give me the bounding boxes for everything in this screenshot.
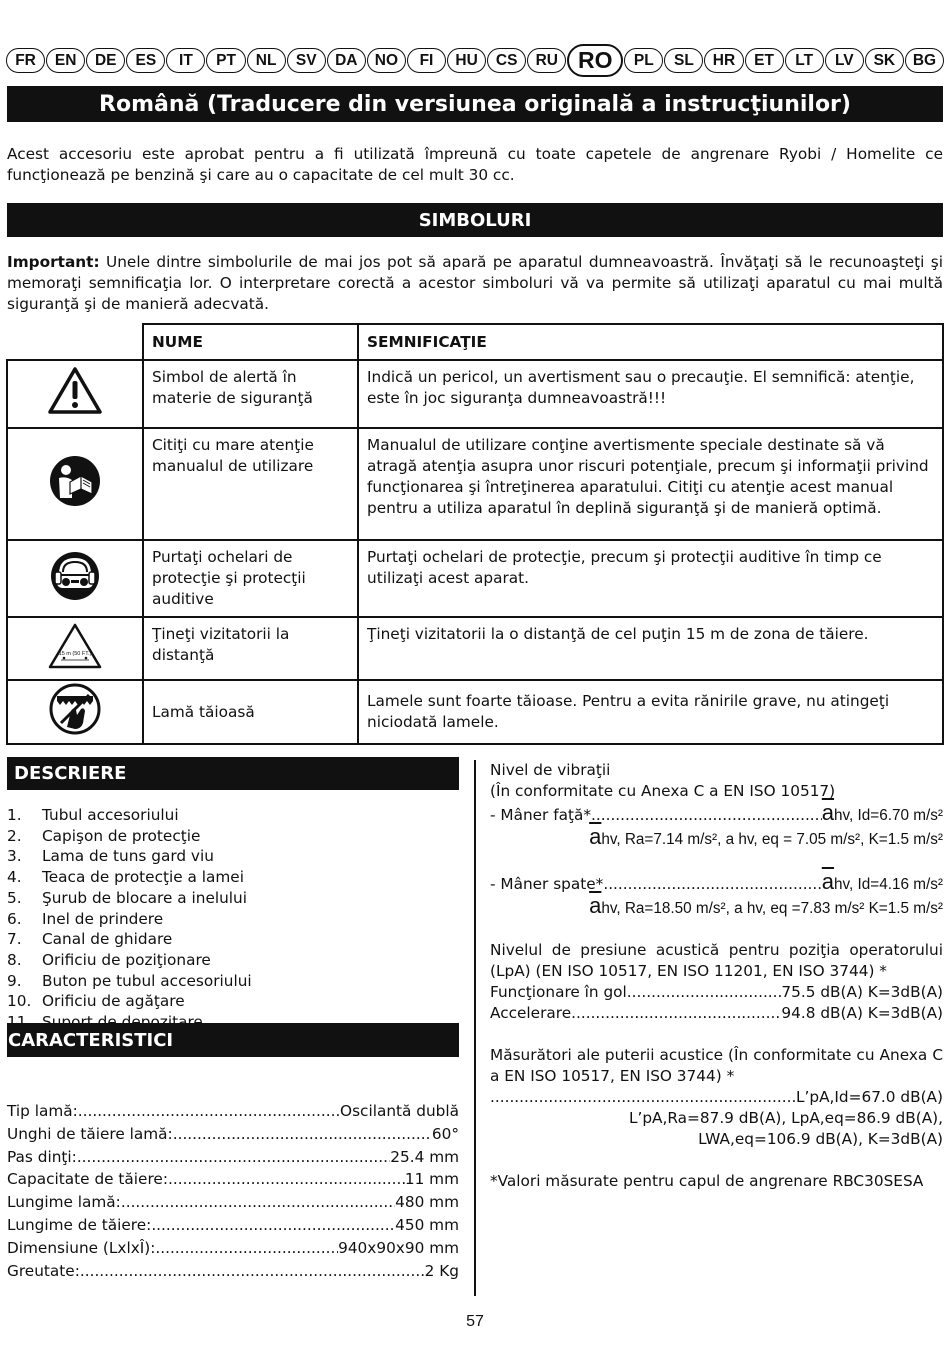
leader-dots [490,1087,796,1108]
item-number: 8. [7,950,22,969]
language-tab-it[interactable]: IT [166,48,205,73]
leader-dots [78,1100,340,1123]
item-number: 5. [7,888,22,907]
symbol-meaning: Ţineţi vizitatorii la o distanţă de cel puţin 15 m de zona de tăiere. [358,617,943,680]
symbol-name: Purtaţi ochelari de protecţie şi protecţii auditive [143,540,358,617]
spec-label: Pas dinţi: [7,1147,77,1166]
item-label: Şurub de blocare a inelului [42,888,248,907]
language-tab-ro[interactable]: RO [567,44,623,77]
leader-dots [77,1146,390,1169]
spec-label: Unghi de tăiere lamă: [7,1124,173,1143]
language-tab-ru[interactable]: RU [527,48,566,73]
item-label: Tubul accesoriului [42,806,179,824]
list-item [7,867,459,888]
leader-dots [80,1260,425,1283]
spec-label: Capacitate de tăiere: [7,1170,168,1189]
leader-dots [571,1003,781,1024]
item-label: Lama de tuns gard viu [42,847,214,866]
item-label: Orificiu de agăţare [42,992,185,1011]
item-label: Teaca de protecţie a lamei [42,868,244,887]
acceleration-row [490,1003,943,1024]
table-row [7,540,943,617]
language-selector [6,44,944,77]
front-idle-value: $\overline{a}hv$, Id=6.70 m/s² [821,800,943,825]
item-label: Canal de ghidare [42,930,173,949]
language-tab-no[interactable]: NO [367,48,406,73]
symbol-meaning: Manualul de utilizare conţine avertismente speciale destinate să vă atragă atenţia asupra unor riscuri potenţiale, precum şi informaţii privind funcţionarea şi întreţinerea aparatului. Citiţi cu atenţie acest manual pentru a utiliza aparatul în deplină siguranţă şi de manieră optimă. [358,428,943,540]
description-list [7,805,459,1033]
leader-dots [151,1214,395,1237]
idle-row [490,982,943,1003]
sharp-blade-icon [49,683,101,735]
table-row [7,428,943,540]
leader-dots [603,874,821,895]
list-item [7,971,459,992]
spec-label: Lungime lamă: [7,1193,121,1212]
list-item [7,991,459,1012]
spec-value: 940x90x90 mm [338,1238,459,1257]
characteristics-heading: CARACTERISTICI [7,1023,459,1057]
symbol-meaning: Lamele sunt foarte tăioase. Pentru a evita rănirile grave, nu atingeţi niciodată lamele. [358,680,943,744]
icon-cell [7,617,143,680]
icon-header-cell [7,324,143,360]
spec-value: 450 mm [395,1215,459,1234]
distance-label: 15 m (50 FT.) [58,650,92,657]
front-handle-values: $\overline{a}hv$, Ra=7.14 m/s², a hv, eq = 7.05 m/s², K=1.5 m/s² [589,824,943,849]
language-tab-lt[interactable]: LT [785,48,824,73]
list-item [7,950,459,971]
item-label: Orificiu de poziţionare [42,950,211,969]
item-number: 6. [7,909,22,928]
language-tab-cs[interactable]: CS [487,48,526,73]
language-tab-fr[interactable]: FR [6,48,45,73]
read-manual-icon [48,454,102,508]
leader-dots [168,1168,405,1191]
rear-idle-text: hv, Id=4.16 m/s² [834,876,943,893]
item-number: 10. [7,992,32,1011]
language-tab-sk[interactable]: SK [865,48,904,73]
name-header: NUME [143,324,358,360]
item-number: 4. [7,868,22,887]
vibration-title: Nivel de vibraţii [490,761,611,779]
description-heading: DESCRIERE [7,757,459,790]
icon-cell [7,428,143,540]
spec-row [7,1214,459,1237]
rear-eq-value: a hv, eq =7.83 m/s² K=1.5 m/s² [734,900,943,917]
leader-dots [155,1237,338,1260]
language-tab-hr[interactable]: HR [704,48,743,73]
language-tab-hu[interactable]: HU [447,48,486,73]
item-label: Capişon de protecţie [42,826,201,845]
symbol-meaning: Indică un pericol, un avertisment sau o precauţie. El semnifică: atenţie, este în joc siguranţa dumneavoastră!!! [358,360,943,428]
item-number: 9. [7,971,22,990]
important-label: Important: [7,253,100,271]
language-tab-en[interactable]: EN [46,48,85,73]
column-divider [474,760,476,1296]
language-tab-es[interactable]: ES [126,48,165,73]
sound-power-row-1 [490,1087,943,1108]
important-text: Unele dintre simbolurile de mai jos pot să apară pe aparatul dumneavoastră. Învăţaţi să le recunoaşteţi şi memoraţi semnificaţia lor. O interpretare corectă a acestor simboluri vă va permite să utilizaţi aparatul cu mai multă siguranţă şi de manieră adecvată. [7,253,943,313]
language-tab-fi[interactable]: FI [407,48,446,73]
table-header-row [7,324,943,360]
item-number: 2. [7,826,22,845]
meaning-header: SEMNIFICAŢIE [358,324,943,360]
characteristics-list [7,1100,459,1282]
rear-handle-row [490,871,943,895]
symbols-table [6,323,944,745]
icon-cell [7,680,143,744]
list-item [7,888,459,909]
item-number: 7. [7,930,22,949]
front-idle-text: hv, Id=6.70 m/s² [834,807,943,824]
spec-row [7,1168,459,1191]
spec-row [7,1260,459,1283]
language-tab-pl[interactable]: PL [624,48,663,73]
specifications-panel [490,760,943,1192]
eye-ear-protection-icon [49,550,101,602]
rear-idle-value: $\overline{a}hv$, Id=4.16 m/s² [821,869,943,894]
idle-label: Funcţionare în gol [490,983,627,1001]
spec-value: 2 Kg [424,1261,459,1280]
important-paragraph [7,252,943,315]
symbol-name: Ţineţi vizitatorii la distanţă [143,617,358,680]
language-tab-nl[interactable]: NL [247,48,286,73]
leader-dots [627,982,782,1003]
list-item [7,826,459,847]
spec-row [7,1123,459,1146]
list-item [7,909,459,930]
language-tab-pt[interactable]: PT [206,48,245,73]
language-tab-de[interactable]: DE [86,48,125,73]
spec-label: Tip lamă: [7,1102,78,1120]
table-row [7,680,943,744]
symbol-name: Lamă tăioasă [143,680,358,744]
language-tab-lv[interactable]: LV [825,48,864,73]
spec-row [7,1146,459,1169]
spec-row [7,1191,459,1214]
sound-power-line-2: L’pA,Ra=87.9 dB(A), LpA,eq=86.9 dB(A), [628,1109,943,1127]
spec-value: Oscilantă dublă [340,1102,459,1120]
icon-cell [7,540,143,617]
sound-power-title: Măsurători ale puterii acustice (În conformitate cu Anexa C a EN ISO 10517, EN ISO 3744) * [490,1046,943,1085]
leader-dots [591,805,822,826]
spec-label: Dimensiune (LxlxÎ): [7,1238,156,1257]
list-item [7,805,459,826]
keep-bystanders-away-icon [47,622,103,670]
rear-handle-values: $\overline{a}hv$, Ra=18.50 m/s², a hv, eq =7.83 m/s² K=1.5 m/s² [589,893,943,918]
icon-cell [7,360,143,428]
leader-dots [121,1191,395,1214]
spec-value: 480 mm [395,1193,459,1212]
front-handle-row [490,802,943,826]
language-tab-sv[interactable]: SV [287,48,326,73]
symbols-heading: SIMBOLURI [7,203,943,237]
spec-row [7,1100,459,1123]
item-label: Inel de prindere [42,909,164,928]
safety-alert-icon [47,366,103,416]
front-ra-value: hv, Ra=7.14 m/s², [601,831,722,848]
item-number: 1. [7,806,22,824]
page-number: 57 [466,1313,484,1330]
table-row [7,617,943,680]
symbol-name: Simbol de alertă în materie de siguranţă [143,360,358,428]
intro-paragraph: Acest accesoriu este aprobat pentru a fi utilizată împreună cu toate capetele de angrenare Ryobi / Homelite ce funcţionează pe benzină şi care au o capacitate de cel mult 30 cc. [7,145,943,184]
page-title: Română (Traducere din versiunea originală a instrucţiunilor) [7,86,943,122]
spec-row [7,1237,459,1260]
spec-value: 60° [431,1124,459,1143]
rear-handle-label: - Mâner spate* [490,875,604,893]
footnote: *Valori măsurate pentru capul de angrenare RBC30SESA [490,1172,924,1190]
list-item [7,846,459,867]
symbol-name: Citiţi cu mare atenţie manualul de utilizare [143,428,358,540]
rear-ra-value: hv, Ra=18.50 m/s², [601,900,730,917]
table-row [7,360,943,428]
acceleration-label: Accelerare [490,1004,572,1022]
spec-label: Greutate: [7,1261,80,1280]
front-handle-label: - Mâner faţă* [490,806,591,824]
symbol-meaning: Purtaţi ochelari de protecţie, precum şi protecţii auditive în timp ce utilizaţi acest aparat. [358,540,943,617]
language-tab-da[interactable]: DA [327,48,366,73]
spec-value: 25.4 mm [390,1147,459,1166]
item-label: Buton pe tubul accesoriului [42,971,252,990]
sound-power-line-1: L’pA,Id=67.0 dB(A) [796,1088,943,1106]
spec-label: Lungime de tăiere: [7,1215,152,1234]
leader-dots [173,1123,432,1146]
sound-power-line-3: LWA,eq=106.9 dB(A), K=3dB(A) [698,1130,943,1148]
vibration-standard: (În conformitate cu Anexa C a EN ISO 10517) [490,782,836,800]
language-tab-et[interactable]: ET [745,48,784,73]
item-number: 3. [7,847,22,866]
sound-pressure-title: Nivelul de presiune acustică pentru poziţia operatorului (LpA) (EN ISO 10517, EN ISO 11201, EN ISO 3744) * [490,941,943,980]
acceleration-value: 94.8 dB(A) K=3dB(A) [781,1004,943,1022]
front-eq-value: a hv, eq = 7.05 m/s², K=1.5 m/s² [725,831,943,848]
list-item [7,929,459,950]
idle-value: 75.5 dB(A) K=3dB(A) [781,983,943,1001]
language-tab-bg[interactable]: BG [905,48,944,73]
spec-value: 11 mm [404,1170,459,1189]
language-tab-sl[interactable]: SL [664,48,703,73]
